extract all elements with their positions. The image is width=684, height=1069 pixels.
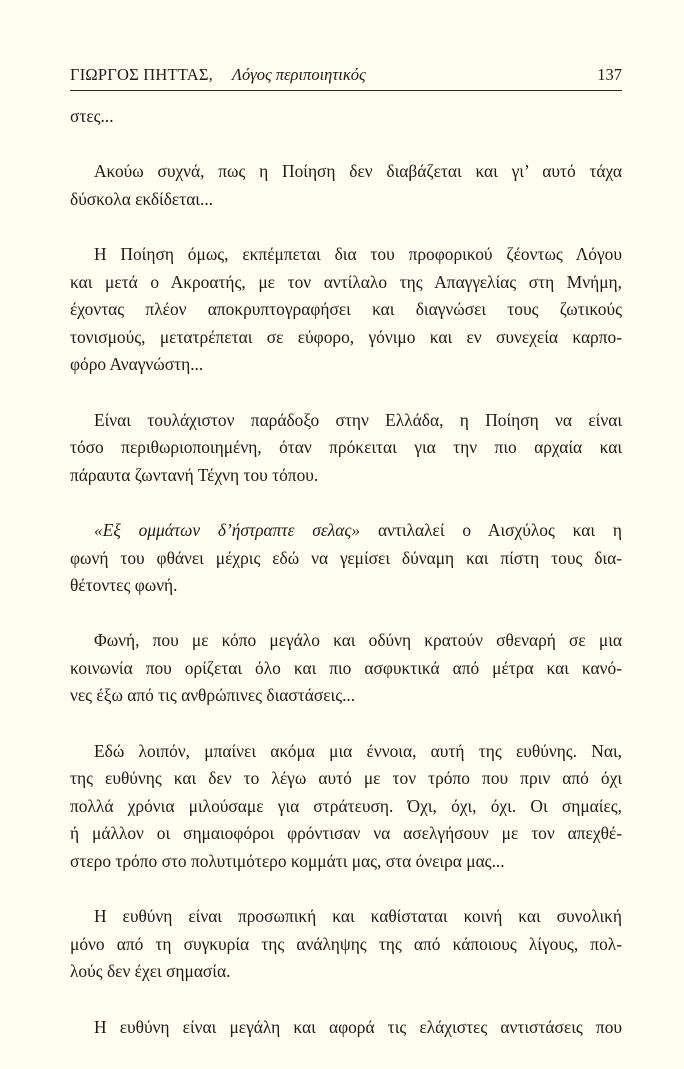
- text-line: [70, 517, 622, 545]
- text-line: Η Ποίηση όμως, εκπέμπεται δια του προφορικού ζέοντως Λόγου: [94, 243, 622, 264]
- text-line: ή μάλλον οι σημαιοφόροι φρόντισαν να ασελγήσουν με τον απεχθέ-: [70, 823, 622, 844]
- paragraph: [70, 103, 622, 131]
- text-line: πάραυτα ζωντανή Τέχνη του τόπου.: [70, 464, 319, 485]
- page-body: [70, 103, 622, 1069]
- text-line: και μετά ο Ακροατής, με τον αντίλαλο της Απαγγελίας στη Μνήμη,: [70, 271, 622, 292]
- text-line: πολλά χρόνια μιλούσαμε για στράτευση. Όχι, όχι, όχι. Οι σημαίες,: [70, 795, 622, 816]
- paragraph: [70, 738, 622, 876]
- paragraph: [70, 903, 622, 986]
- text-line: φόρο Αναγνώστη...: [70, 354, 204, 375]
- text-line: μόνο από τη συγκυρία της ανάληψης της από κάποιους λίγους, πολ-: [70, 933, 622, 954]
- text-line: τονισμούς, μετατρέπεται σε εύφορο, γόνιμο και εν συνεχεία καρπο-: [70, 326, 622, 347]
- paragraph: [70, 241, 622, 379]
- paragraph: [70, 407, 622, 490]
- text-line: στερο τρόπο στο πολυτιμότερο κομμάτι μας, στα όνειρα μας...: [70, 851, 505, 872]
- running-header: [70, 64, 622, 91]
- aeschylus-quote: «Εξ ομμάτων δ’ήστραπτε σελας»: [94, 519, 361, 540]
- text-line: Η ευθύνη είναι προσωπική και καθίσταται κοινή και συνολική: [94, 906, 622, 927]
- text-line: Ακούω συχνά, πως η Ποίηση δεν διαβάζεται και γι’ αυτό τάχα: [94, 161, 622, 182]
- text-line: τόσο περιθωριοποιημένη, όταν πρόκειται για την πιο αρχαία και: [70, 437, 622, 458]
- text-line: Φωνή, που με κόπο μεγάλο και οδύνη κρατούν σθεναρή σε μια: [94, 630, 622, 651]
- text-line: Είναι τουλάχιστον παράδοξο στην Ελλάδα, η Ποίηση να είναι: [94, 409, 622, 430]
- text-line: νες έξω από τις ανθρώπινες διαστάσεις...: [70, 685, 356, 706]
- text-line: κοινωνία που ορίζεται όλο και πιο ασφυκτικά από μέτρα και κανό-: [70, 657, 622, 678]
- paragraph: [70, 627, 622, 710]
- text-line: στες...: [70, 106, 114, 126]
- text-line: έχοντας πλέον αποκρυπτογραφήσει και διαγνώσει τους ζωτικούς: [70, 299, 622, 320]
- text-line: λούς δεν έχει σημασία.: [70, 961, 231, 982]
- paragraph: [70, 158, 622, 213]
- header-author: ΓΙΩΡΓΟΣ ΠΗΤΤΑΣ,: [70, 65, 213, 84]
- paragraph: [70, 1014, 622, 1042]
- text-line: Η ευθύνη είναι μεγάλη και αφορά τις ελάχιστες αντιστάσεις που: [94, 1016, 622, 1037]
- text-line: Εδώ λοιπόν, μπαίνει ακόμα μια έννοια, αυτή της ευθύνης. Ναι,: [94, 740, 622, 761]
- text-line: της ευθύνης και δεν το λέγω αυτό με τον τρόπο που πριν από όχι: [70, 768, 622, 789]
- text-fragment: αντιλαλεί ο Αισχύλος και η: [360, 519, 622, 540]
- text-line: δύσκολα εκδίδεται...: [70, 188, 214, 209]
- text-line: φωνή του φθάνει μέχρις εδώ να γεμίσει δύναμη και πίστη τους δια-: [70, 547, 622, 568]
- header-work-title: Λόγος περιποιητικός: [232, 65, 366, 84]
- page-number: 137: [597, 65, 622, 84]
- paragraph: [70, 517, 622, 600]
- text-line: θέτοντες φωνή.: [70, 575, 178, 596]
